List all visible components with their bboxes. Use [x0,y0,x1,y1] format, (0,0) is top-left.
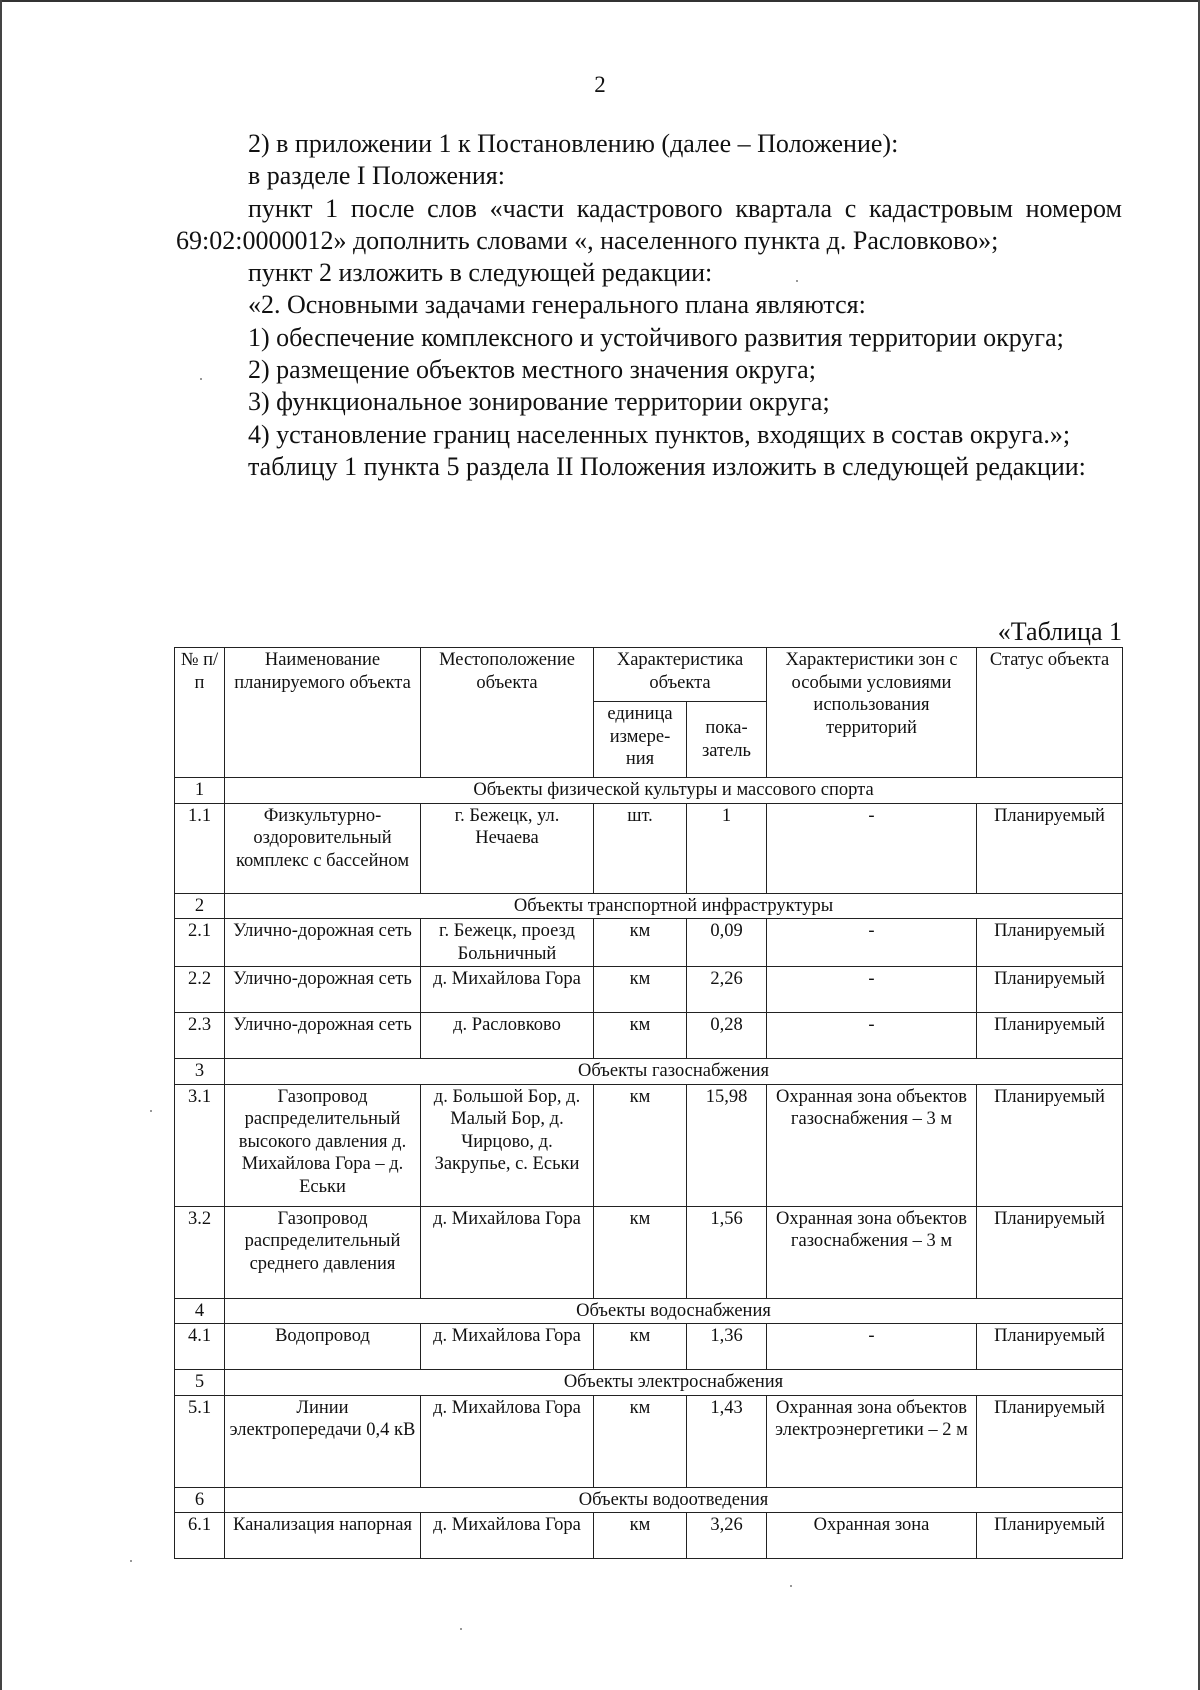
cell-location: г. Бежецк, ул. Нечаева [421,803,594,893]
scan-speck [200,378,202,380]
paragraph: пункт 2 изложить в следующей редакции: [248,258,713,288]
section-row [175,1298,1123,1324]
cell-unit: шт. [594,803,687,893]
cell-status: Планируемый [977,1513,1123,1559]
cell-name: Канализация напорная [225,1513,421,1559]
section-title: Объекты транспортной инфраструктуры [225,893,1123,919]
table-header [175,648,1123,778]
cell-status: Планируемый [977,1395,1123,1487]
section-number: 3 [175,1059,225,1085]
cell-name: Линии электропередачи 0,4 кВ [225,1395,421,1487]
cell-value: 1,36 [687,1324,767,1370]
cell-status: Планируемый [977,1013,1123,1059]
table-row [175,1513,1123,1559]
paragraph: 4) установление границ населенных пунктов, входящих в состав округа.»; [248,419,1071,449]
cell-num: 4.1 [175,1324,225,1370]
cell-status: Планируемый [977,967,1123,1013]
table-row [175,919,1123,967]
table-row [175,1206,1123,1298]
cell-num: 2.2 [175,967,225,1013]
cell-status: Планируемый [977,803,1123,893]
cell-zones: - [767,967,977,1013]
cell-num: 5.1 [175,1395,225,1487]
header-unit: единица измере-ния [594,702,687,778]
document-body [176,128,1122,483]
table-body [175,778,1123,1559]
objects-table [174,647,1123,1559]
cell-name: Газопровод распределительный высокого давления д. Михайлова Гора – д. Еськи [225,1084,421,1206]
cell-value: 2,26 [687,967,767,1013]
header-value: пока-затель [687,702,767,778]
scan-border-top [0,0,1200,2]
section-number: 6 [175,1487,225,1513]
section-row [175,1059,1123,1085]
paragraph: 2) в приложении 1 к Постановлению (далее – Положение): [248,129,899,158]
paragraph: 2) размещение объектов местного значения округа; [248,355,816,385]
cell-value: 1 [687,803,767,893]
scan-border-left [0,0,2,1690]
cell-name: Газопровод распределительный среднего давления [225,1206,421,1298]
cell-zones: - [767,919,977,967]
cell-zones: Охранная зона [767,1513,977,1559]
cell-unit: км [594,967,687,1013]
cell-unit: км [594,1206,687,1298]
cell-value: 0,28 [687,1013,767,1059]
scan-speck [130,1560,132,1562]
cell-value: 0,09 [687,919,767,967]
cell-unit: км [594,1513,687,1559]
section-row [175,778,1123,804]
header-num: № п/п [175,648,225,778]
cell-value: 15,98 [687,1084,767,1206]
cell-zones: Охранная зона объектов газоснабжения – 3 м [767,1206,977,1298]
cell-status: Планируемый [977,1324,1123,1370]
cell-name: Улично-дорожная сеть [225,919,421,967]
cell-num: 6.1 [175,1513,225,1559]
section-row [175,1370,1123,1396]
section-row [175,1487,1123,1513]
cell-value: 1,43 [687,1395,767,1487]
section-number: 1 [175,778,225,804]
cell-status: Планируемый [977,1206,1123,1298]
paragraph: «2. Основными задачами генерального плана являются: [248,290,866,320]
cell-status: Планируемый [977,1084,1123,1206]
cell-num: 3.1 [175,1084,225,1206]
paragraph: 1) обеспечение комплексного и устойчивого развития территории округа; [248,322,1064,352]
cell-zones: Охранная зона объектов газоснабжения – 3 м [767,1084,977,1206]
section-title: Объекты газоснабжения [225,1059,1123,1085]
section-title: Объекты физической культуры и массового спорта [225,778,1123,804]
section-title: Объекты водоотведения [225,1487,1123,1513]
cell-unit: км [594,1324,687,1370]
cell-zones: - [767,1324,977,1370]
cell-name: Физкультурно-оздоровительный комплекс с бассейном [225,803,421,893]
section-number: 5 [175,1370,225,1396]
header-zones: Характеристики зон с особыми условиями использования территорий [767,648,977,778]
cell-location: д. Михайлова Гора [421,1513,594,1559]
cell-unit: км [594,1084,687,1206]
table-row [175,1084,1123,1206]
paragraph: таблицу 1 пункта 5 раздела II Положения изложить в следующей редакции: [248,451,1086,481]
cell-location: д. Михайлова Гора [421,1324,594,1370]
header-location: Местоположение объекта [421,648,594,778]
scan-speck [460,1628,462,1630]
scan-speck [796,280,798,282]
cell-location: д. Расловково [421,1013,594,1059]
cell-location: д. Большой Бор, д. Малый Бор, д. Чирцово, д. Закрупье, с. Еськи [421,1084,594,1206]
paragraph: 3) функциональное зонирование территории округа; [248,387,830,417]
cell-location: д. Михайлова Гора [421,1206,594,1298]
cell-num: 2.1 [175,919,225,967]
scan-speck [790,1585,792,1587]
cell-name: Улично-дорожная сеть [225,967,421,1013]
header-name: Наименование планируемого объекта [225,648,421,778]
table-row [175,1013,1123,1059]
page-number: 2 [594,72,606,97]
cell-unit: км [594,1395,687,1487]
table-caption: «Таблица 1 [997,617,1122,646]
scan-speck [150,1110,152,1112]
cell-num: 3.2 [175,1206,225,1298]
header-characteristic: Характеристика объекта [594,648,767,702]
header-status: Статус объекта [977,648,1123,778]
cell-num: 1.1 [175,803,225,893]
section-number: 2 [175,893,225,919]
cell-zones: - [767,803,977,893]
cell-name: Улично-дорожная сеть [225,1013,421,1059]
table-row [175,967,1123,1013]
cell-location: г. Бежецк, проезд Больничный [421,919,594,967]
section-number: 4 [175,1298,225,1324]
cell-unit: км [594,1013,687,1059]
cell-value: 3,26 [687,1513,767,1559]
cell-status: Планируемый [977,919,1123,967]
paragraph: пункт 1 после слов «части кадастрового квартала с кадастровым номером 69:02:0000012» дополнить словами «, населенного пункта д. Расловково»; [176,193,1122,255]
cell-location: д. Михайлова Гора [421,967,594,1013]
table-row [175,1395,1123,1487]
table-row [175,1324,1123,1370]
cell-unit: км [594,919,687,967]
section-title: Объекты водоснабжения [225,1298,1123,1324]
section-row [175,893,1123,919]
cell-location: д. Михайлова Гора [421,1395,594,1487]
cell-num: 2.3 [175,1013,225,1059]
cell-zones: - [767,1013,977,1059]
cell-value: 1,56 [687,1206,767,1298]
cell-zones: Охранная зона объектов электроэнергетики – 2 м [767,1395,977,1487]
cell-name: Водопровод [225,1324,421,1370]
table-row [175,803,1123,893]
section-title: Объекты электроснабжения [225,1370,1123,1396]
paragraph: в разделе I Положения: [248,161,505,191]
